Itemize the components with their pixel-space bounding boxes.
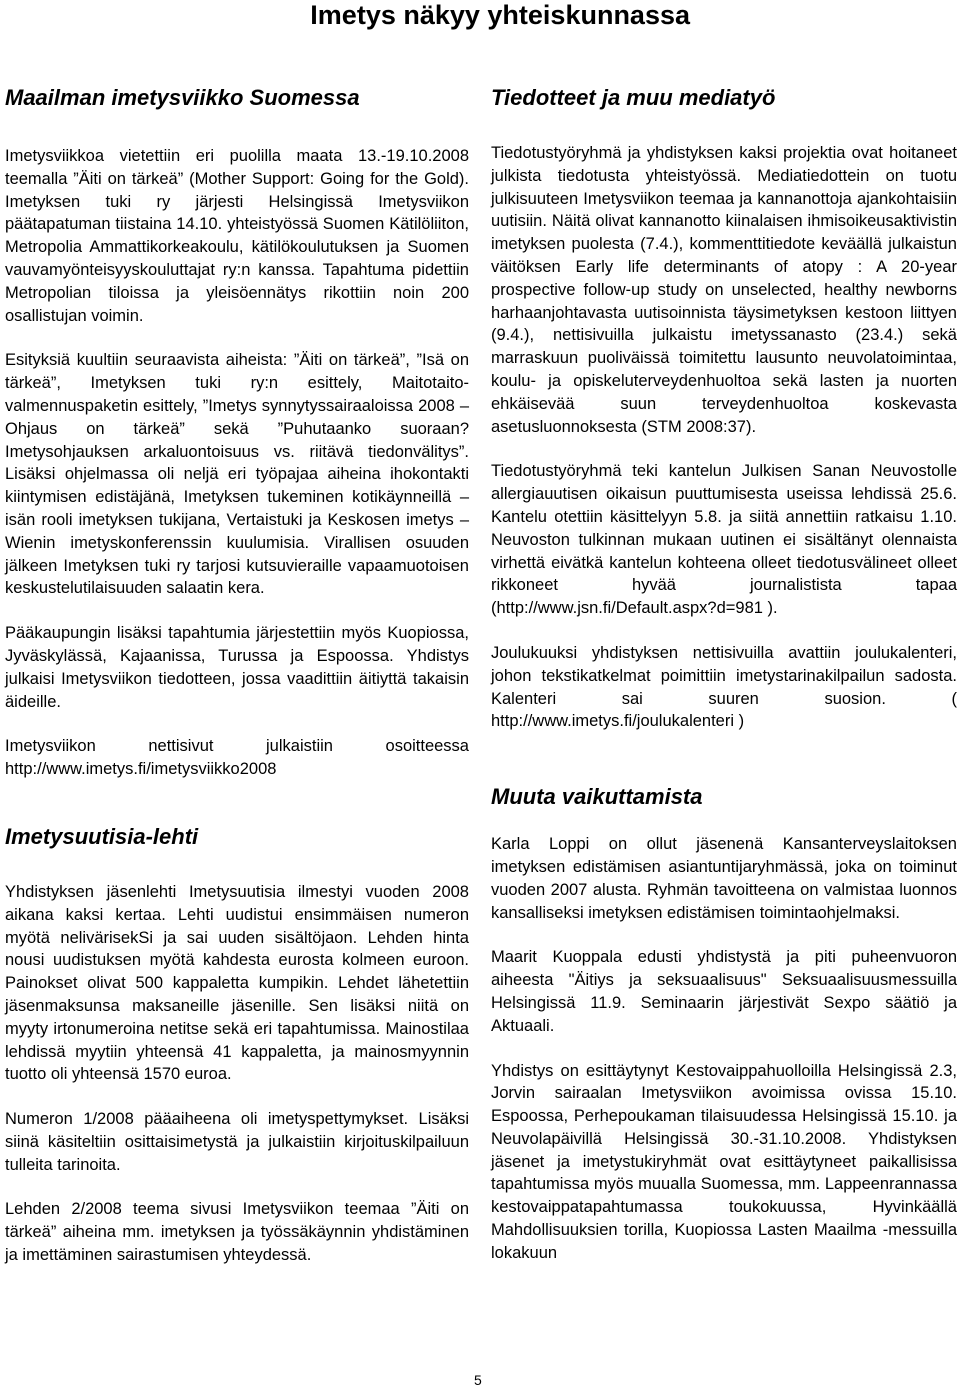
- paragraph: Numeron 1/2008 pääaiheena oli imetyspettymykset. Lisäksi siinä käsiteltiin osittaisimetystä ja julkaistiin kirjoituskilpailuun tulleita tarinoita.: [5, 1110, 469, 1174]
- paragraph: Maarit Kuoppala edusti yhdistystä ja piti puheenvuoron aiheesta "Äitiys ja seksuaalisuus" Seksuaalisuusmessuilla Helsingissä 11.9. Seminaarin järjestivät Sexpo säätiö ja Aktuaali.: [491, 948, 957, 1035]
- paragraph: Yhdistyksen jäsenlehti Imetysuutisia ilmestyi vuoden 2008 aikana kaksi kertaa. Lehti uudistui ensimmäisen numeron myötä nelivärisekSi ja sai uuden sisältöjaon. Lehden hinta nousi uudistuksen myötä kahdesta eurosta kolmeen euroon. Painokset olivat 500 kappaletta kumpikin. Lehdet lähetettiin jäsenmaksunsa maksaneille jäsenille. Sen lisäksi niitä on myyty irtonumeroina netitse sekä eri tapahtumissa. Mainostilaa lehdissä myytiin yhteensä 41 kappaletta, ja mainosmyynnin tuotto oli yhteensä 1570 euroa.: [5, 882, 469, 1084]
- left-column: [5, 84, 469, 1267]
- paragraph: Yhdistys on esittäytynyt Kestovaippahuolloilla Helsingissä 2.3, Jorvin sairaalan Imetysviikon avoimissa ovissa 15.10. Espoossa, Perhepoukaman tilaisuudessa Helsingissä 15.10. ja Neuvolapäivillä Helsingissä 30.-31.10.2008. Yhdistyksen jäsenet ja imetystukiryhmät ovat esittäytyneet paikallisissa tapahtumissa myös muualla Suomessa, mm. Lappeenrannassa kestovaippatapahtumassa toukokuussa, Hyvinkäällä Mahdollisuuksien torilla, Kuopiossa Lasten Maailma -messuilla lokakuun: [491, 1061, 957, 1262]
- section-heading-tiedotteet: Tiedotteet ja muu mediatyö: [491, 85, 776, 110]
- paragraph: Karla Loppi on ollut jäsenenä Kansanterveyslaitoksen imetyksen edistämisen asiantuntijaryhmässä, joka on toiminut vuoden 2007 alusta. Ryhmän tavoitteena on valmistaa luonnos kansalliseksi imetyksen edistämisen toimintaohjelmaksi.: [491, 835, 957, 922]
- page-number: 5: [474, 1372, 482, 1388]
- section-heading-imetysviikko: Maailman imetysviikko Suomessa: [5, 85, 360, 110]
- paragraph: Imetysviikkoa vietettiin eri puolilla maata 13.-19.10.2008 teemalla ”Äiti on tärkeä” (Mother Support: Going for the Gold). Imetyksen tuki ry järjesti Helsingissä Imetysviikon päätapatuman tiistaina 14.10. yhteistyössä Suomen Kätilöliiton, Metropolia Ammattikorkeakoulu, kätilökoulutuksen ja Suomen vauvamyönteisyyskouluttajat ry:n kanssa. Tapahtuma pidettiin Metropolian tiloissa ja yleisöennätys rikottiin noin 200 osallistujan voimin.: [5, 147, 469, 325]
- page-title: Imetys näkyy yhteiskunnassa: [310, 0, 690, 30]
- paragraph: Pääkaupungin lisäksi tapahtumia järjestettiin myös Kuopiossa, Jyväskylässä, Kajaanissa, Turussa ja Espoossa. Yhdistys julkaisi Imetysviikon tiedotteen, jossa vaadittiin äitiyttä takaisin äideille.: [5, 624, 469, 711]
- section-heading-muuta-vaikuttamista: Muuta vaikuttamista: [491, 784, 703, 810]
- paragraph: Imetysviikon nettisivut julkaistiin osoitteessa http://www.imetys.fi/imetysviikko2008: [5, 737, 469, 779]
- section-heading-imetysuutisia: Imetysuutisia-lehti: [5, 823, 199, 849]
- paragraph: Tiedotustyöryhmä teki kantelun Julkisen Sanan Neuvostolle allergiauutisen oikaisun puuttumisesta useissa lehdissä 25.6. Kantelu otettiin käsittelyyn 5.8. ja siitä annettiin ratkaisu 1.10. Neuvoston tulkinnan mukaan uutinen ei sisältänyt olennaista virhettä eivätkä kantelun kohteena olleet tiedotusvälineet olleet rikkoneet hyvää journalistista tapaa (http://www.jsn.fi/Default.aspx?d=981 ).: [491, 462, 957, 618]
- paragraph: Esityksiä kuultiin seuraavista aiheista: ”Äiti on tärkeä”, ”Isä on tärkeä”, Imetyksen tuki ry:n esittely, Maitotaito-valmennuspaketin esittely, ”Imetys synnytyssairaaloissa 2008 – Ohjaus on tärkeä” sekä ”Puhutaanko suoraan? Imetysohjauksen arkaluontoisuus vs. riitävä tiedonvälitys”. Lisäksi ohjelmassa oli neljä eri työpajaa aiheina ihokontakti kiintymisen edistäjänä, Imetyksen tukeminen kotikäynneillä – isän rooli imetyksen tukijana, Vertaistuki ja Keskosen imetys – Wienin imetyskonferenssin kuulumisia. Virallisen osuuden jälkeen Imetyksen tuki ry tarjosi kutsuvieraille vapaamuotoisen keskustelutilaisuuden salaatin kera.: [5, 351, 469, 598]
- right-column: [491, 84, 957, 1265]
- paragraph: Joulukuuksi yhdistyksen nettisivuilla avattiin joulukalenteri, johon tekstikatkelmat poimittiin imetystarinakilpailun sadosta. Kalenteri sai suuren suosion. ( http://www.imetys.fi/joulukalenteri ): [491, 643, 957, 731]
- paragraph: Tiedotustyöryhmä ja yhdistyksen kaksi projektia ovat hoitaneet julkista tiedotusta yhteistyössä. Mediatiedottein on tuotu julkisuuteen Imetysviikon teemaa ja kannanottoja ajankohtaisiin uutisiin. Näitä olivat kannanotto kiinalaisen ihmisoikeusaktivistin imetyksen puolesta (7.4.), kommenttitiedote keväällä julkaistun väitöksen Early life determinants of atopy : A 20-year prospective follow-up study on unselected, healthy newborns harhaanjohtavasta uutisoinnista täysimetyksen kestoon liittyen (9.4.), nettisivuilla julkaistu imetyssanasto (23.4.) sekä marraskuun puoliväissä toimitettu lausunto neuvolatoimintaa, koulu- ja opiskeluterveydenhuoltoa sekä lasten ja nuorten ehkäisevää suun terveydenhuoltoa koskevasta asetusluonnoksesta (STM 2008:37).: [491, 144, 957, 436]
- paragraph: Lehden 2/2008 teema sivusi Imetysviikon teemaa ”Äiti on tärkeä” aiheina mm. imetyksen ja työssäkäynnin yhdistäminen ja imettäminen sairastumisen yhteydessä.: [5, 1200, 469, 1265]
